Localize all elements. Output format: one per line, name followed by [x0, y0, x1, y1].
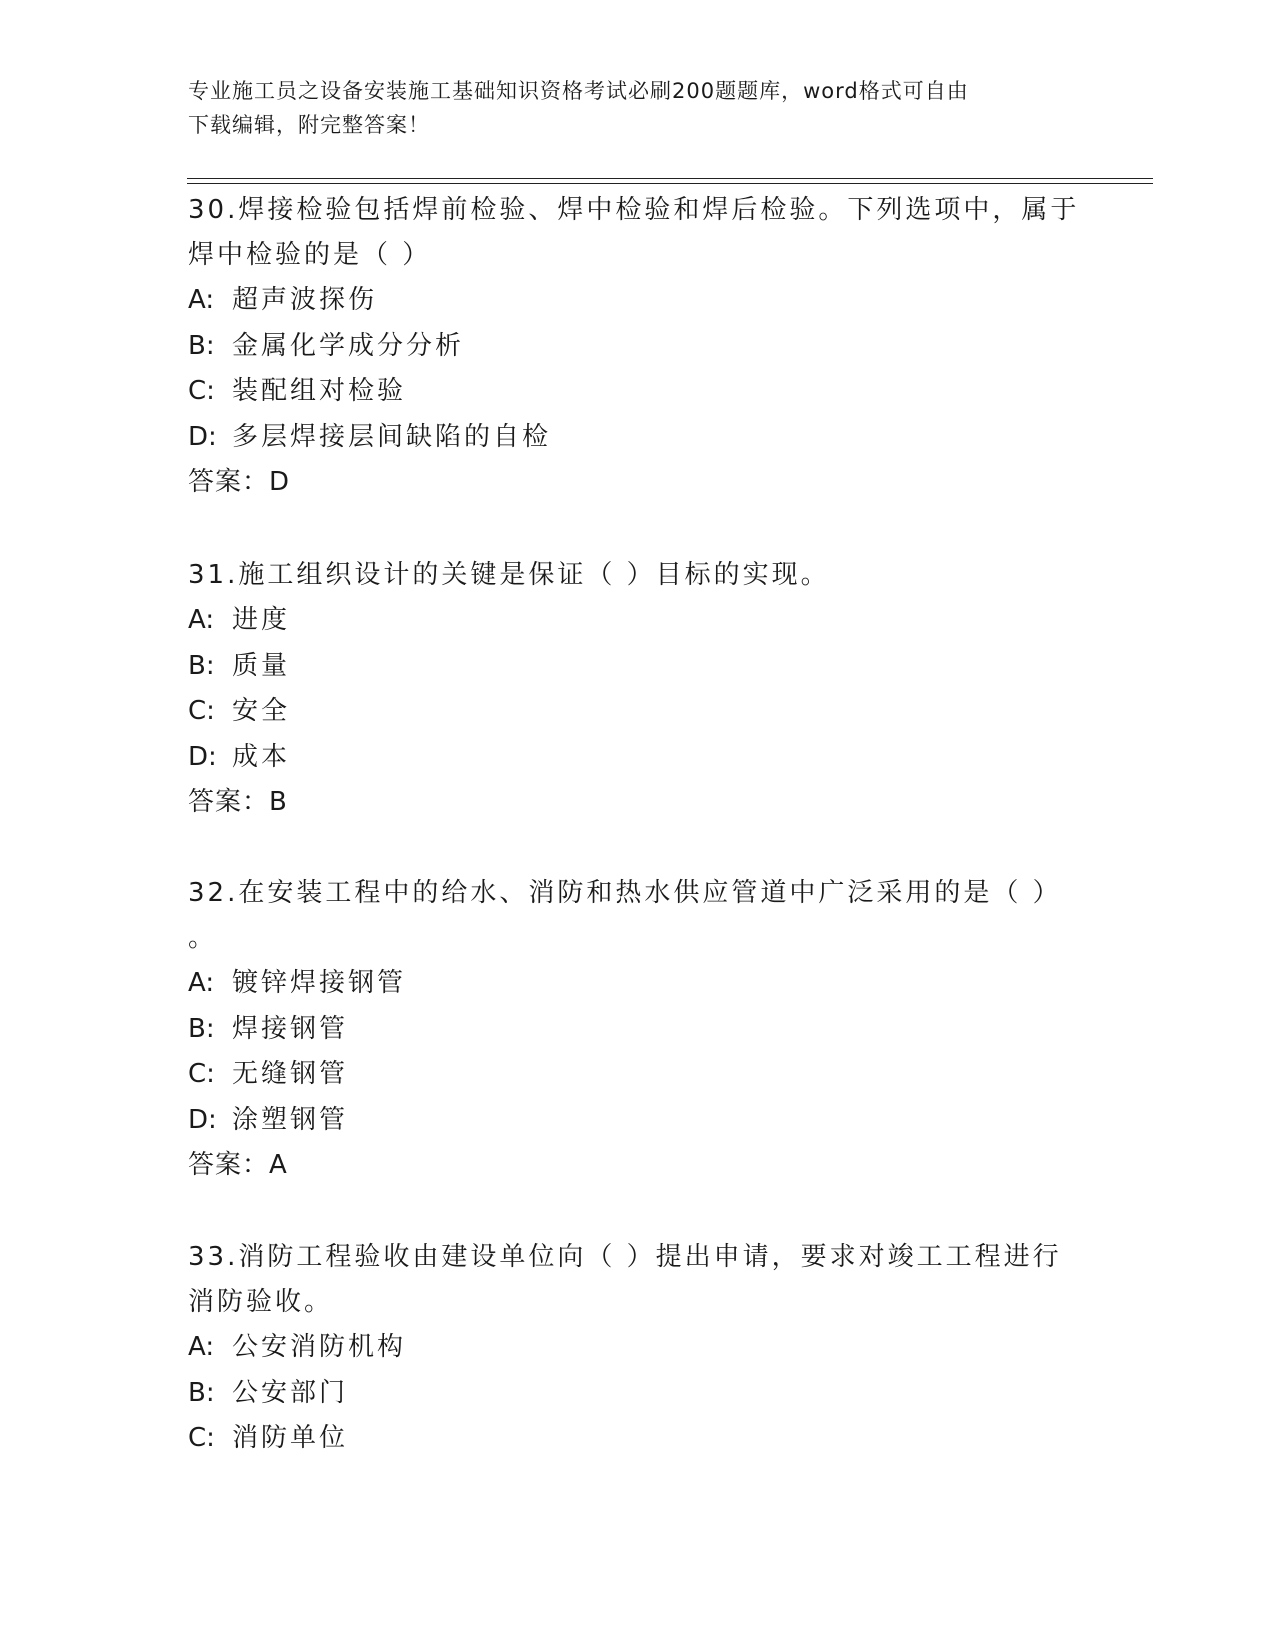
header-line-1: 专业施工员之设备安装施工基础知识资格考试必刷200题题库，word格式可自由 — [188, 79, 969, 103]
option-letter: A: — [188, 285, 215, 315]
option-a — [188, 598, 830, 644]
option-d — [188, 1098, 1062, 1144]
option-text: 公安消防机构 — [232, 1332, 407, 1362]
question-stem — [188, 188, 1079, 278]
question-32 — [188, 871, 1062, 1188]
document-header — [188, 74, 1068, 142]
option-letter: B: — [188, 330, 215, 361]
question-stem — [188, 871, 1062, 961]
option-letter: C: — [188, 696, 215, 726]
question-33 — [188, 1235, 1062, 1462]
option-d — [188, 735, 830, 781]
option-a — [188, 1325, 1062, 1371]
option-a — [188, 961, 1062, 1007]
option-text: 装配组对检验 — [232, 376, 407, 406]
option-letter: C: — [188, 1423, 215, 1453]
option-text: 进度 — [232, 605, 291, 635]
option-text: 安全 — [232, 696, 291, 726]
option-text: 公安部门 — [232, 1377, 349, 1408]
option-text: 金属化学成分分析 — [232, 330, 465, 361]
option-letter: D: — [188, 421, 217, 452]
option-letter: D: — [188, 1104, 217, 1135]
option-b — [188, 324, 1079, 370]
option-a — [188, 278, 1079, 324]
option-text: 多层焊接层间缺陷的自检 — [232, 421, 552, 452]
header-line-2: 下载编辑，附完整答案！ — [188, 113, 430, 137]
option-text: 无缝钢管 — [232, 1059, 349, 1089]
question-30 — [188, 188, 1079, 505]
option-b — [188, 644, 830, 690]
option-text: 镀锌焊接钢管 — [232, 968, 407, 998]
option-c — [188, 1052, 1062, 1098]
option-letter: A: — [188, 1332, 215, 1362]
header-divider-top — [187, 178, 1153, 179]
option-text: 超声波探伤 — [232, 285, 378, 315]
option-letter: C: — [188, 376, 215, 406]
option-text: 涂塑钢管 — [232, 1104, 349, 1135]
answer: 答案：A — [188, 1150, 288, 1180]
option-b — [188, 1371, 1062, 1417]
option-c — [188, 689, 830, 735]
question-stem-line: 30.焊接检验包括焊前检验、焊中检验和焊后检验。下列选项中，属于 — [188, 195, 1080, 225]
option-letter: A: — [188, 605, 215, 635]
option-letter: B: — [188, 650, 215, 681]
option-text: 质量 — [232, 650, 291, 681]
option-letter: B: — [188, 1013, 215, 1044]
question-stem-line: 33.消防工程验收由建设单位向（ ）提出申请，要求对竣工工程进行 — [188, 1242, 1062, 1272]
question-stem-line: 。 — [188, 923, 218, 953]
question-31 — [188, 553, 830, 825]
header-divider-bottom — [187, 183, 1153, 184]
question-stem-line: 31.施工组织设计的关键是保证（ ）目标的实现。 — [188, 560, 830, 590]
question-stem-line: 焊中检验的是（ ） — [188, 240, 432, 270]
answer: 答案：D — [188, 467, 291, 497]
option-c — [188, 1416, 1062, 1462]
answer: 答案：B — [188, 787, 288, 817]
question-stem-line: 32.在安装工程中的给水、消防和热水供应管道中广泛采用的是（ ） — [188, 878, 1062, 908]
option-b — [188, 1007, 1062, 1053]
option-letter: C: — [188, 1059, 215, 1089]
question-stem — [188, 553, 830, 598]
question-stem-line: 消防验收。 — [188, 1287, 334, 1317]
option-text: 成本 — [232, 741, 291, 772]
option-c — [188, 369, 1079, 415]
question-stem — [188, 1235, 1062, 1325]
option-text: 消防单位 — [232, 1423, 349, 1453]
option-letter: B: — [188, 1377, 215, 1408]
option-letter: D: — [188, 741, 217, 772]
option-letter: A: — [188, 968, 215, 998]
option-d — [188, 415, 1079, 461]
option-text: 焊接钢管 — [232, 1013, 349, 1044]
